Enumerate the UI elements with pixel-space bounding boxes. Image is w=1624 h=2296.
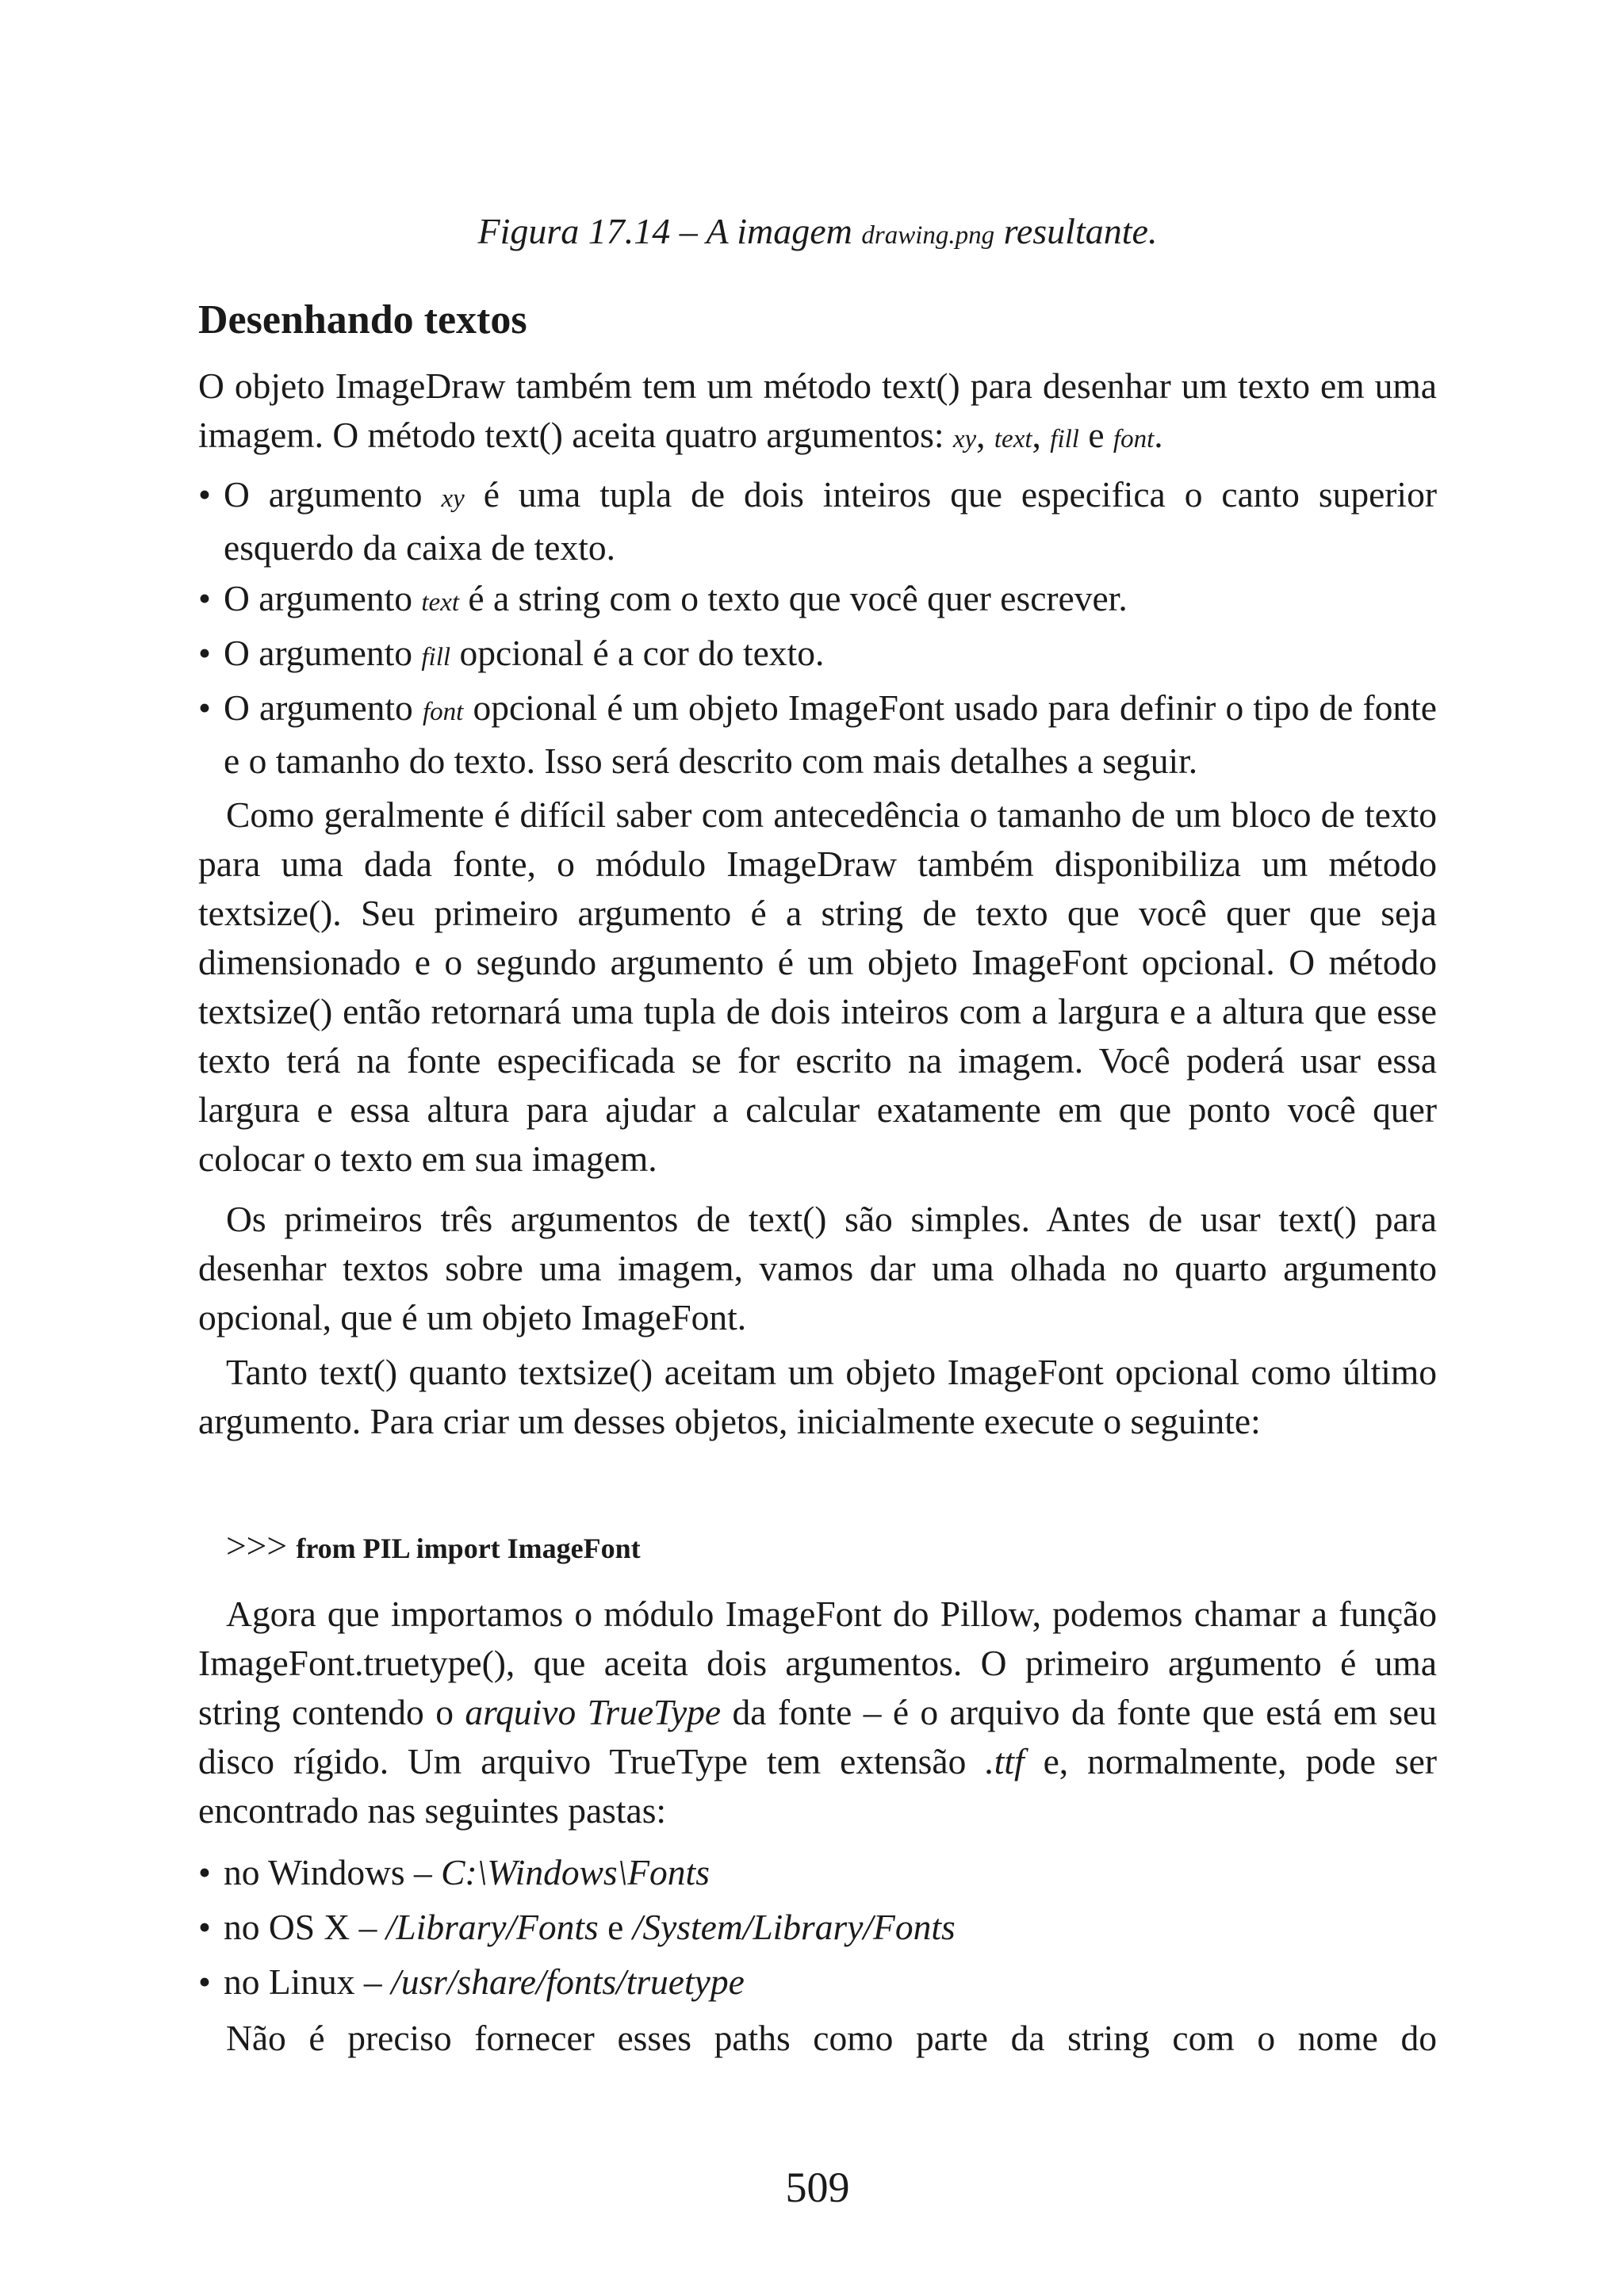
sep-2: , [1032,415,1051,455]
truetype-term: arquivo TrueType [465,1692,722,1732]
list-item [198,1848,1437,1897]
arg-xy: xy [952,425,977,453]
book-page [198,0,1437,2296]
caption-suffix: resultante. [994,211,1158,251]
arg-fill: fill [1050,425,1079,453]
arg-font: font [1113,425,1155,453]
page-number: 509 [785,2164,850,2211]
bullet-marker: • [198,1961,211,2002]
item-pre: O argumento [224,633,422,673]
bullet-marker: • [198,633,211,673]
list-item-text [198,574,1437,627]
os-label: no OS X – [224,1907,386,1947]
font-path: C:\Windows\Fonts [441,1852,710,1892]
truetype-text-3: e, normalmente, pode ser encontrado nas seguintes pastas: [198,1741,1437,1831]
item-post: é a string com o texto que você quer escrever. [459,578,1128,618]
item-arg: font [422,698,464,726]
item-pre: O argumento [224,687,423,728]
list-item-text [198,629,1437,682]
sep-3: e [1078,415,1113,455]
paragraph-first-args: Os primeiros três argumentos de text() são simples. Antes de usar text() para desenhar textos sobre uma imagem, vamos dar uma olhada no quarto argumento opcional, que é um objeto ImageFont. [198,1199,1437,1337]
list-item [198,574,1437,627]
list-item [198,629,1437,682]
intro-text: O objeto ImageDraw também tem um método text() para desenhar um texto em uma imagem. O método text() aceita quatro argumentos: [198,365,1437,455]
os-label: no Linux – [224,1961,392,2002]
list-item-text [198,1903,1437,1952]
caption-prefix: Figura 17.14 – A imagem [477,211,862,251]
code-snippet [226,1521,641,1573]
item-pre: O argumento [224,474,442,515]
item-post: é uma tupla de dois inteiros que especifica o canto superior esquerdo da caixa de texto. [224,474,1437,568]
paragraph-textsize: Como geralmente é difícil saber com antecedência o tamanho de um bloco de texto para uma dada fonte, o módulo ImageDraw também disponibiliza um método textsize(). Seu primeiro argumento é a string de texto que você quer que seja dimensionado e o segundo argumento é um objeto ImageFont opcional. O método textsize() então retornará uma tupla de dois inteiros com a largura e a altura que esse texto terá na fonte especificada se for escrito na imagem. Você poderá usar essa largura e essa altura para ajudar a calcular exatamente em que ponto você quer colocar o texto em sua imagem. [198,794,1437,1179]
font-path: /usr/share/fonts/truetype [391,1961,745,2002]
code-command: from PIL import ImageFont [296,1533,641,1564]
sep-1: , [976,415,994,455]
item-pre: O argumento [224,578,422,618]
bullet-marker: • [198,1852,211,1892]
list-item-text [198,1848,1437,1897]
item-post: opcional é a cor do texto. [450,633,825,673]
paragraph-paths: Não é preciso fornecer esses paths como parte da string com o nome do [226,2018,1437,2058]
arg-text: text [994,425,1032,453]
bullet-marker: • [198,1907,211,1947]
list-item-text [198,683,1437,786]
caption-filename: drawing.png [861,221,995,250]
section-heading: Desenhando textos [198,297,527,342]
ttf-extension: .ttf [985,1741,1025,1781]
list-item-text [198,1957,1437,2007]
bullet-marker: • [198,474,211,515]
item-arg: fill [421,643,451,672]
list-item [198,683,1437,786]
bullet-marker: • [198,687,211,728]
os-label: no Windows – [224,1852,442,1892]
font-path-2: /System/Library/Fonts [632,1907,956,1947]
list-item [198,1903,1437,1952]
path-joiner: e [598,1907,633,1947]
item-arg: xy [441,484,465,513]
figure-caption [198,208,1437,259]
paragraph-intro [198,362,1437,464]
truetype-text-1: Agora que importamos o módulo ImageFont do Pillow, podemos chamar a função ImageFont.truetype(), que aceita dois argumentos. O primeiro argumento é uma string contendo o [198,1594,1437,1732]
code-prompt: >>> [226,1525,297,1566]
list-item [198,1957,1437,2007]
paragraph-truetype [198,1590,1437,1835]
item-arg: text [421,588,460,617]
font-path: /Library/Fonts [385,1907,599,1947]
paragraph-imagefont: Tanto text() quanto textsize() aceitam um objeto ImageFont opcional como último argumento. Para criar um desses objetos, inicialmente execute o seguinte: [198,1352,1437,1441]
bullet-marker: • [198,578,211,618]
truetype-text-2: da fonte – é o arquivo da fonte que está em seu disco rígido. Um arquivo TrueType tem extensão [198,1692,1437,1781]
item-post: opcional é um objeto ImageFont usado para definir o tipo de fonte e o tamanho do texto. Isso será descrito com mais detalhes a seguir. [224,687,1437,781]
list-item-text [198,470,1437,572]
list-item [198,470,1437,572]
intro-end: . [1154,415,1163,455]
